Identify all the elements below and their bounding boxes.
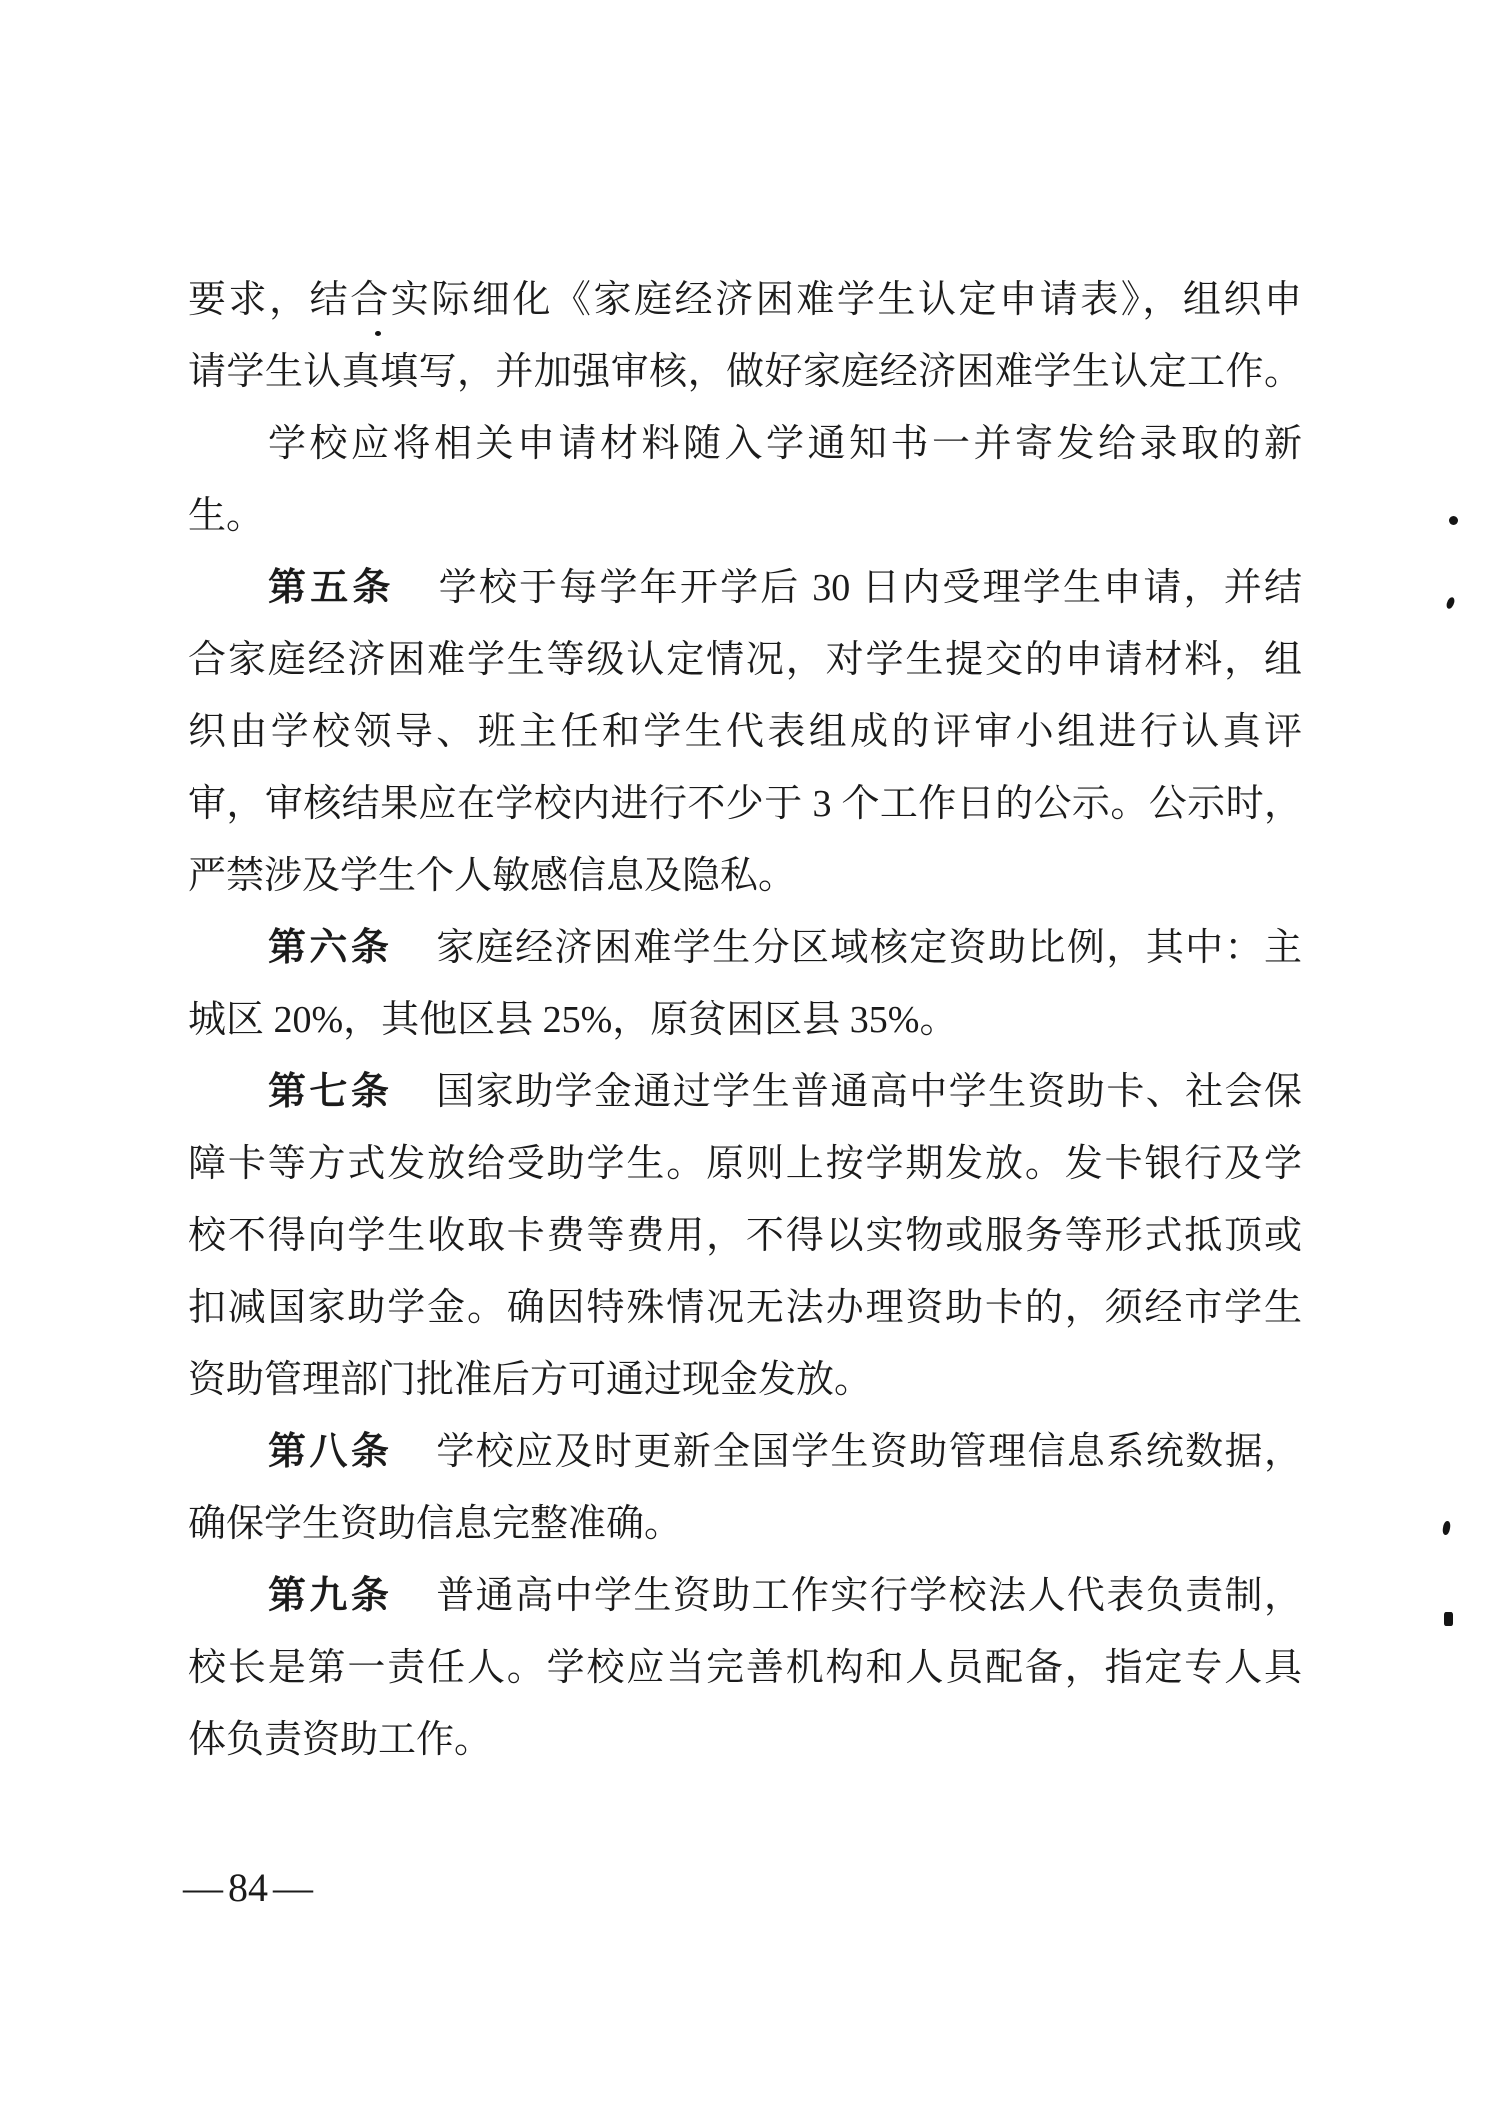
line-text: 织由学校领导、班主任和学生代表组成的评审小组进行认真评	[188, 711, 1302, 753]
text-line	[188, 1704, 1302, 1776]
article-6-heading: 第六条	[268, 927, 393, 969]
line-text: 城区 20%，其他区县 25%，原贫困区县 35%。	[188, 999, 958, 1041]
text-line	[188, 480, 1302, 552]
scan-speck	[1442, 1520, 1451, 1535]
text-line	[188, 1272, 1302, 1344]
line-text: 扣减国家助学金。确因特殊情况无法办理资助卡的，须经市学生	[188, 1287, 1302, 1329]
text-line	[188, 1200, 1302, 1272]
text-line	[188, 768, 1302, 840]
text-line	[188, 264, 1302, 336]
text-line	[188, 696, 1302, 768]
text-line	[188, 1128, 1302, 1200]
scan-speck	[1446, 596, 1456, 609]
footer-dash-right: —	[273, 1865, 313, 1910]
line-text: 确保学生资助信息完整准确。	[188, 1503, 683, 1545]
line-text: 体负责资助工作。	[188, 1719, 493, 1761]
line-text: 学校应将相关申请材料随入学通知书一并寄发给录取的新	[268, 423, 1302, 465]
document-body	[188, 264, 1302, 1776]
line-text: 学校应及时更新全国学生资助管理信息系统数据，	[436, 1431, 1302, 1473]
line-text: 普通高中学生资助工作实行学校法人代表负责制，	[436, 1575, 1302, 1617]
scan-speck	[1449, 516, 1458, 525]
line-text: 严禁涉及学生个人敏感信息及隐私。	[188, 855, 797, 897]
line-text: 国家助学金通过学生普通高中学生资助卡、社会保	[436, 1071, 1302, 1113]
line-text: 家庭经济困难学生分区域核定资助比例，其中：主	[436, 927, 1302, 969]
line-text: 合家庭经济困难学生等级认定情况，对学生提交的申请材料，组	[188, 639, 1302, 681]
line-text: 审，审核结果应在学校内进行不少于 3 个工作日的公示。公示时，	[188, 783, 1302, 825]
text-line	[188, 1632, 1302, 1704]
text-line	[188, 408, 1302, 480]
text-line	[188, 840, 1302, 912]
page-number: 84	[228, 1865, 268, 1910]
article-7-heading: 第七条	[268, 1071, 393, 1113]
text-line	[188, 912, 1302, 984]
article-8-heading: 第八条	[268, 1431, 393, 1473]
line-text: 校不得向学生收取卡费等费用，不得以实物或服务等形式抵顶或	[188, 1215, 1302, 1257]
scan-speck	[1444, 1612, 1453, 1626]
line-text: 校长是第一责任人。学校应当完善机构和人员配备，指定专人具	[188, 1647, 1302, 1689]
page-footer	[183, 1862, 313, 1914]
line-text: 资助管理部门批准后方可通过现金发放。	[188, 1359, 873, 1401]
line-text: 请学生认真填写，并加强审核，做好家庭经济困难学生认定工作。	[188, 351, 1302, 393]
text-line	[188, 336, 1302, 408]
text-line	[188, 984, 1302, 1056]
line-text: 学校于每学年开学后 30 日内受理学生申请，并结	[438, 567, 1302, 609]
line-text: 生。	[188, 495, 265, 537]
line-text: 障卡等方式发放给受助学生。原则上按学期发放。发卡银行及学	[188, 1143, 1302, 1185]
text-line	[188, 1416, 1302, 1488]
article-5-heading: 第五条	[268, 567, 395, 609]
text-line	[188, 552, 1302, 624]
text-line	[188, 1056, 1302, 1128]
text-line	[188, 1488, 1302, 1560]
line-text: 要求，结合实际细化《家庭经济困难学生认定申请表》，组织申	[188, 279, 1302, 321]
text-line	[188, 624, 1302, 696]
footer-dash-left: —	[183, 1865, 223, 1910]
text-line	[188, 1560, 1302, 1632]
text-line	[188, 1344, 1302, 1416]
article-9-heading: 第九条	[268, 1575, 393, 1617]
scan-speck	[375, 331, 381, 336]
